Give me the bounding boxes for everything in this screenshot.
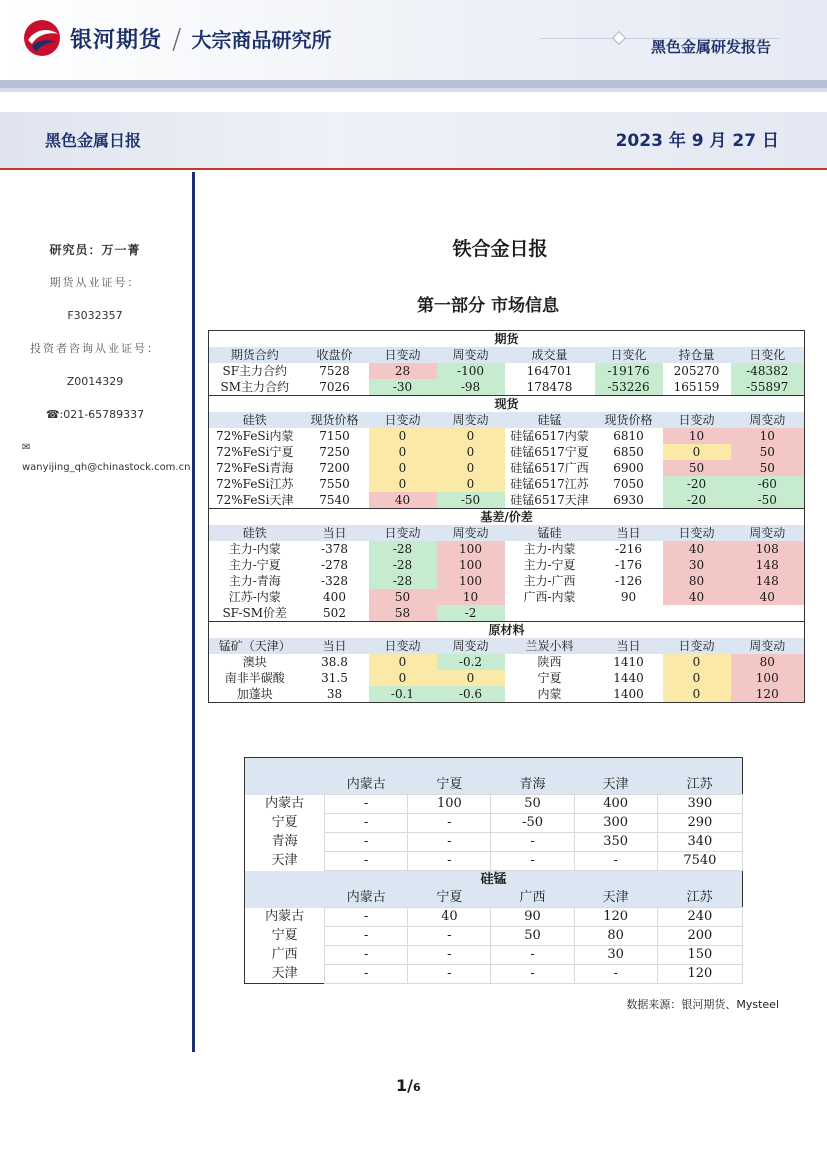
title-underline xyxy=(0,168,827,170)
header-row xyxy=(209,638,805,654)
table-row xyxy=(209,363,805,379)
table-cell: 90 xyxy=(620,590,637,604)
section-title: 第一部分 市场信息 xyxy=(417,296,559,316)
matrix-header-row xyxy=(245,889,743,908)
table-cell: 178478 xyxy=(526,380,573,394)
table-cell: -0.6 xyxy=(437,686,505,703)
table-cell: 主力-宁夏 xyxy=(523,558,576,572)
table-cell: -328 xyxy=(321,574,348,588)
matrix-column-header: 天津 xyxy=(574,776,657,795)
column-header: 兰炭小料 xyxy=(505,638,595,654)
table-cell: 0 xyxy=(369,428,437,444)
table-cell: 7050 xyxy=(613,477,644,491)
header-row xyxy=(209,412,805,428)
matrix-cell: - xyxy=(325,946,408,965)
table-row xyxy=(209,686,805,703)
section-title-raw: 原材料 xyxy=(209,622,805,639)
table-row xyxy=(209,654,805,670)
email-link[interactable]: ✉wanyijing_qh@chinastock.com.cn xyxy=(22,442,191,473)
table-cell: 硅锰6517宁夏 xyxy=(510,445,589,459)
matrix-cell: - xyxy=(491,965,574,984)
phone: ☎:021-65789337 xyxy=(45,408,145,421)
table-cell: 100 xyxy=(437,557,505,573)
matrix-cell: - xyxy=(574,852,657,871)
matrix-row-label: 内蒙古 xyxy=(265,796,305,811)
sidebar-divider xyxy=(192,172,195,1052)
column-header: 硅锰 xyxy=(505,412,595,428)
spread-matrix-table xyxy=(244,757,743,984)
table-cell: 40 xyxy=(369,492,437,509)
column-header: 日变动 xyxy=(663,412,731,428)
matrix-title xyxy=(245,758,743,777)
matrix-cell: - xyxy=(408,852,491,871)
table-cell: 主力-内蒙 xyxy=(523,542,576,556)
matrix-cell: 240 xyxy=(657,908,742,927)
table-cell: 72%FeSi宁夏 xyxy=(215,445,294,459)
table-cell: 硅锰6517天津 xyxy=(510,493,589,507)
table-cell: -20 xyxy=(663,476,731,492)
advisor-label: 投资者咨询从业证号： xyxy=(30,342,160,355)
matrix-cell: 150 xyxy=(657,946,742,965)
column-header: 周变动 xyxy=(731,638,805,654)
table-cell: -50 xyxy=(437,492,505,509)
table-row xyxy=(209,444,805,460)
matrix-cell: - xyxy=(574,965,657,984)
logo xyxy=(22,18,331,58)
institute-name: 大宗商品研究所 xyxy=(191,27,332,52)
table-cell: -278 xyxy=(321,558,348,572)
data-source: 数据来源：银河期货、Mysteel xyxy=(626,998,779,1011)
column-header: 日变动 xyxy=(369,412,437,428)
column-header: 当日 xyxy=(301,638,369,654)
report-date: 2023 年 9 月 27 日 xyxy=(615,131,779,151)
matrix-row xyxy=(245,908,743,927)
table-cell: -48382 xyxy=(731,363,805,379)
table-cell: SM主力合约 xyxy=(220,380,289,394)
table-cell: -50 xyxy=(731,492,805,509)
column-header: 持仓量 xyxy=(663,347,731,363)
matrix-cell: - xyxy=(408,946,491,965)
matrix-cell: 350 xyxy=(574,833,657,852)
table-cell: 0 xyxy=(437,460,505,476)
section-futures xyxy=(209,331,805,348)
table-cell: -53226 xyxy=(595,379,663,396)
table-row xyxy=(209,605,805,622)
table-cell: -19176 xyxy=(595,363,663,379)
page-number: 1/6 xyxy=(396,1076,421,1095)
table-cell: -55897 xyxy=(731,379,805,396)
header-row xyxy=(209,347,805,363)
table-cell: 7528 xyxy=(319,364,350,378)
table-cell: SF主力合约 xyxy=(222,364,288,378)
table-row xyxy=(209,476,805,492)
table-cell: -98 xyxy=(437,379,505,396)
matrix-column-header xyxy=(245,889,325,908)
matrix-cell: - xyxy=(491,852,574,871)
report-type: 黑色金属研发报告 xyxy=(650,38,771,56)
section-spot xyxy=(209,396,805,413)
matrix-cell: 90 xyxy=(491,908,574,927)
table-row xyxy=(209,557,805,573)
matrix-cell: 390 xyxy=(657,795,742,814)
table-cell xyxy=(663,605,731,622)
table-cell: 0 xyxy=(663,686,731,703)
table-row xyxy=(209,573,805,589)
table-cell: 主力-青海 xyxy=(228,574,281,588)
table-cell: 38.8 xyxy=(321,655,348,669)
table-cell: 6900 xyxy=(613,461,644,475)
table-cell: -0.1 xyxy=(369,686,437,703)
table-cell: 72%FeSi青海 xyxy=(215,461,294,475)
advisor-number: Z0014329 xyxy=(66,375,124,388)
table-cell: 7550 xyxy=(319,477,350,491)
table-cell: -28 xyxy=(369,557,437,573)
matrix-cell: 50 xyxy=(491,795,574,814)
matrix-cell: 340 xyxy=(657,833,742,852)
table-row xyxy=(209,670,805,686)
table-cell: 38 xyxy=(326,687,343,701)
table-cell: 0 xyxy=(437,428,505,444)
table-row xyxy=(209,379,805,396)
table-cell: 72%FeSi天津 xyxy=(215,493,294,507)
table-cell: -378 xyxy=(321,542,348,556)
table-cell: 58 xyxy=(369,605,437,622)
table-cell: 0 xyxy=(663,444,731,460)
table-cell: 1440 xyxy=(613,671,644,685)
section-title-futures: 期货 xyxy=(209,331,805,348)
matrix-cell: - xyxy=(325,927,408,946)
table-cell xyxy=(731,605,805,622)
table-cell: 164701 xyxy=(526,364,573,378)
table-cell: 72%FeSi江苏 xyxy=(215,477,294,491)
license-number: F3032357 xyxy=(67,309,123,322)
table-cell: 7150 xyxy=(319,429,350,443)
table-cell: 1410 xyxy=(613,655,644,669)
table-row xyxy=(209,541,805,557)
table-row xyxy=(209,589,805,605)
table-cell: 165159 xyxy=(673,380,720,394)
matrix-cell: 30 xyxy=(574,946,657,965)
column-header: 周变动 xyxy=(437,412,505,428)
header-stripe xyxy=(0,80,827,88)
table-cell: -0.2 xyxy=(437,654,505,670)
table-cell: 6850 xyxy=(613,445,644,459)
column-header: 期货合约 xyxy=(209,347,301,363)
header-row xyxy=(209,525,805,541)
table-cell: -216 xyxy=(615,542,642,556)
table-cell: 100 xyxy=(731,670,805,686)
column-header: 周变动 xyxy=(731,412,805,428)
column-header: 日变化 xyxy=(595,347,663,363)
matrix-row xyxy=(245,833,743,852)
matrix-cell: - xyxy=(408,833,491,852)
matrix-column-header: 青海 xyxy=(491,776,574,795)
table-cell: 108 xyxy=(731,541,805,557)
table-cell: SF-SM价差 xyxy=(222,606,288,620)
matrix-cell: 7540 xyxy=(657,852,742,871)
table-cell: 主力-广西 xyxy=(523,574,576,588)
matrix-row-label: 天津 xyxy=(271,853,298,868)
table-cell: 澳块 xyxy=(242,655,267,669)
table-cell: 硅锰6517广西 xyxy=(510,461,589,475)
matrix-row-label: 广西 xyxy=(271,947,298,962)
table-cell: 0 xyxy=(437,476,505,492)
table-cell: 0 xyxy=(369,654,437,670)
table-cell: 28 xyxy=(369,363,437,379)
matrix-column-header: 宁夏 xyxy=(408,776,491,795)
matrix-row-label: 内蒙古 xyxy=(265,909,305,924)
matrix-title: 硅锰 xyxy=(245,871,743,890)
table-cell: 7026 xyxy=(319,380,350,394)
section-basis xyxy=(209,509,805,526)
table-cell: 6810 xyxy=(613,429,644,443)
table-cell: 50 xyxy=(369,589,437,605)
table-cell: 江苏-内蒙 xyxy=(228,590,281,604)
column-header: 当日 xyxy=(595,638,663,654)
table-row xyxy=(209,492,805,509)
report-name: 黑色金属日报 xyxy=(45,131,142,150)
column-header: 当日 xyxy=(301,525,369,541)
table-cell: 50 xyxy=(731,460,805,476)
table-cell: 72%FeSi内蒙 xyxy=(215,429,294,443)
table-cell: 7200 xyxy=(319,461,350,475)
table-cell: 40 xyxy=(663,589,731,605)
table-cell: 主力-内蒙 xyxy=(228,542,281,556)
table-cell: 1400 xyxy=(613,687,644,701)
matrix-column-header: 内蒙古 xyxy=(325,889,408,908)
table-cell: 0 xyxy=(369,476,437,492)
table-cell: 0 xyxy=(437,444,505,460)
table-cell: -126 xyxy=(615,574,642,588)
table-cell: 广西-内蒙 xyxy=(523,590,576,604)
column-header: 当日 xyxy=(595,525,663,541)
column-header: 成交量 xyxy=(505,347,595,363)
column-header: 周变动 xyxy=(437,525,505,541)
table-cell: 50 xyxy=(663,460,731,476)
table-cell: 120 xyxy=(731,686,805,703)
divider: / xyxy=(172,21,182,55)
matrix-row xyxy=(245,965,743,984)
table-cell: -100 xyxy=(437,363,505,379)
section-raw xyxy=(209,622,805,639)
matrix-cell: 120 xyxy=(574,908,657,927)
table-cell: 10 xyxy=(663,428,731,444)
column-header: 日变动 xyxy=(369,347,437,363)
table-cell: -28 xyxy=(369,541,437,557)
market-info-table xyxy=(208,330,805,703)
matrix-column-header: 宁夏 xyxy=(408,889,491,908)
page-title: 铁合金日报 xyxy=(452,238,548,260)
matrix-row xyxy=(245,814,743,833)
matrix-column-header: 江苏 xyxy=(657,776,742,795)
matrix-cell: 40 xyxy=(408,908,491,927)
column-header: 硅铁 xyxy=(209,412,301,428)
table-cell: 148 xyxy=(731,557,805,573)
table-cell: 7250 xyxy=(319,445,350,459)
analyst-name: 研究员：万一菁 xyxy=(49,243,141,257)
matrix-row-label: 宁夏 xyxy=(271,815,298,830)
table-cell: 0 xyxy=(369,670,437,686)
section-title-basis: 基差/价差 xyxy=(209,509,805,526)
matrix-cell: - xyxy=(325,814,408,833)
table-cell: -2 xyxy=(437,605,505,622)
table-cell: -30 xyxy=(369,379,437,396)
matrix-cell: - xyxy=(491,946,574,965)
matrix-cell: - xyxy=(408,927,491,946)
galaxy-logo-icon xyxy=(22,18,62,58)
table-cell: 400 xyxy=(323,590,346,604)
matrix-row-label: 青海 xyxy=(271,834,298,849)
table-cell: 205270 xyxy=(673,364,720,378)
column-header: 锰硅 xyxy=(505,525,595,541)
table-cell: 硅锰6517内蒙 xyxy=(510,429,589,443)
matrix-cell: - xyxy=(325,833,408,852)
matrix-column-header: 广西 xyxy=(491,889,574,908)
table-row xyxy=(209,460,805,476)
matrix-row-label: 天津 xyxy=(271,965,298,981)
table-cell: 100 xyxy=(437,573,505,589)
column-header: 日变动 xyxy=(369,638,437,654)
matrix-cell: - xyxy=(325,795,408,814)
matrix-cell: 400 xyxy=(574,795,657,814)
matrix-cell: 300 xyxy=(574,814,657,833)
table-cell: 148 xyxy=(731,573,805,589)
matrix-cell: 100 xyxy=(408,795,491,814)
table-cell: -20 xyxy=(663,492,731,509)
table-cell: 502 xyxy=(323,606,346,620)
matrix-row xyxy=(245,795,743,814)
table-cell: -176 xyxy=(615,558,642,572)
column-header: 现货价格 xyxy=(301,412,369,428)
column-header: 日变化 xyxy=(731,347,805,363)
matrix-cell: - xyxy=(325,852,408,871)
column-header: 日变动 xyxy=(369,525,437,541)
matrix-column-header: 江苏 xyxy=(657,889,742,908)
table-cell: 40 xyxy=(663,541,731,557)
table-cell: 6930 xyxy=(613,493,644,507)
column-header: 周变动 xyxy=(437,638,505,654)
matrix-column-header xyxy=(245,776,325,795)
table-cell xyxy=(505,605,595,622)
table-row xyxy=(209,428,805,444)
table-cell: 内蒙 xyxy=(537,687,562,701)
table-cell xyxy=(595,605,663,622)
table-cell: -60 xyxy=(731,476,805,492)
matrix-cell: 290 xyxy=(657,814,742,833)
matrix-header-row xyxy=(245,776,743,795)
table-cell: 0 xyxy=(437,670,505,686)
section-title-spot: 现货 xyxy=(209,396,805,413)
table-cell: 80 xyxy=(663,573,731,589)
table-cell: 7540 xyxy=(319,493,350,507)
matrix-cell: - xyxy=(325,908,408,927)
table-cell: 宁夏 xyxy=(537,671,562,685)
column-header: 日变动 xyxy=(663,638,731,654)
table-cell: 0 xyxy=(663,654,731,670)
matrix-cell: -50 xyxy=(491,814,574,833)
table-cell: 10 xyxy=(437,589,505,605)
table-cell: 南非半碳酸 xyxy=(224,671,285,685)
brand-name: 银河期货 xyxy=(70,27,163,53)
header-stripe-light xyxy=(0,88,827,92)
table-cell: 加蓬块 xyxy=(236,687,273,701)
table-cell: 80 xyxy=(731,654,805,670)
column-header: 现货价格 xyxy=(595,412,663,428)
table-cell: 10 xyxy=(731,428,805,444)
table-cell: 31.5 xyxy=(321,671,348,685)
title-band xyxy=(0,112,827,168)
matrix-cell: - xyxy=(408,814,491,833)
column-header: 周变动 xyxy=(437,347,505,363)
column-header: 锰矿（天津） xyxy=(209,638,301,654)
license-label: 期货从业证号： xyxy=(49,276,141,289)
matrix-column-header: 天津 xyxy=(574,889,657,908)
column-header: 硅铁 xyxy=(209,525,301,541)
table-cell: 硅锰6517江苏 xyxy=(510,477,589,491)
table-cell: 0 xyxy=(663,670,731,686)
table-cell: 0 xyxy=(369,460,437,476)
matrix-row-label: 宁夏 xyxy=(271,928,298,943)
table-cell: 40 xyxy=(731,589,805,605)
sidebar xyxy=(0,240,190,471)
table-cell: 50 xyxy=(731,444,805,460)
matrix-row xyxy=(245,852,743,871)
column-header: 日变动 xyxy=(663,525,731,541)
table-cell: -28 xyxy=(369,573,437,589)
column-header: 周变动 xyxy=(731,525,805,541)
matrix-cell: - xyxy=(491,833,574,852)
column-header: 收盘价 xyxy=(301,347,369,363)
matrix-row xyxy=(245,946,743,965)
matrix-cell: - xyxy=(325,965,408,984)
matrix-cell: 50 xyxy=(491,927,574,946)
matrix-cell: 200 xyxy=(657,927,742,946)
table-cell: 30 xyxy=(663,557,731,573)
table-cell: 0 xyxy=(369,444,437,460)
matrix-section-sec2 xyxy=(245,871,743,890)
matrix-row xyxy=(245,927,743,946)
table-cell: 主力-宁夏 xyxy=(228,558,281,572)
matrix-cell: 80 xyxy=(574,927,657,946)
matrix-section-sec1 xyxy=(245,758,743,777)
matrix-cell: - xyxy=(408,965,491,984)
table-cell: 100 xyxy=(437,541,505,557)
matrix-cell: 120 xyxy=(657,965,742,984)
matrix-column-header: 内蒙古 xyxy=(325,776,408,795)
table-cell: 陕西 xyxy=(537,655,562,669)
